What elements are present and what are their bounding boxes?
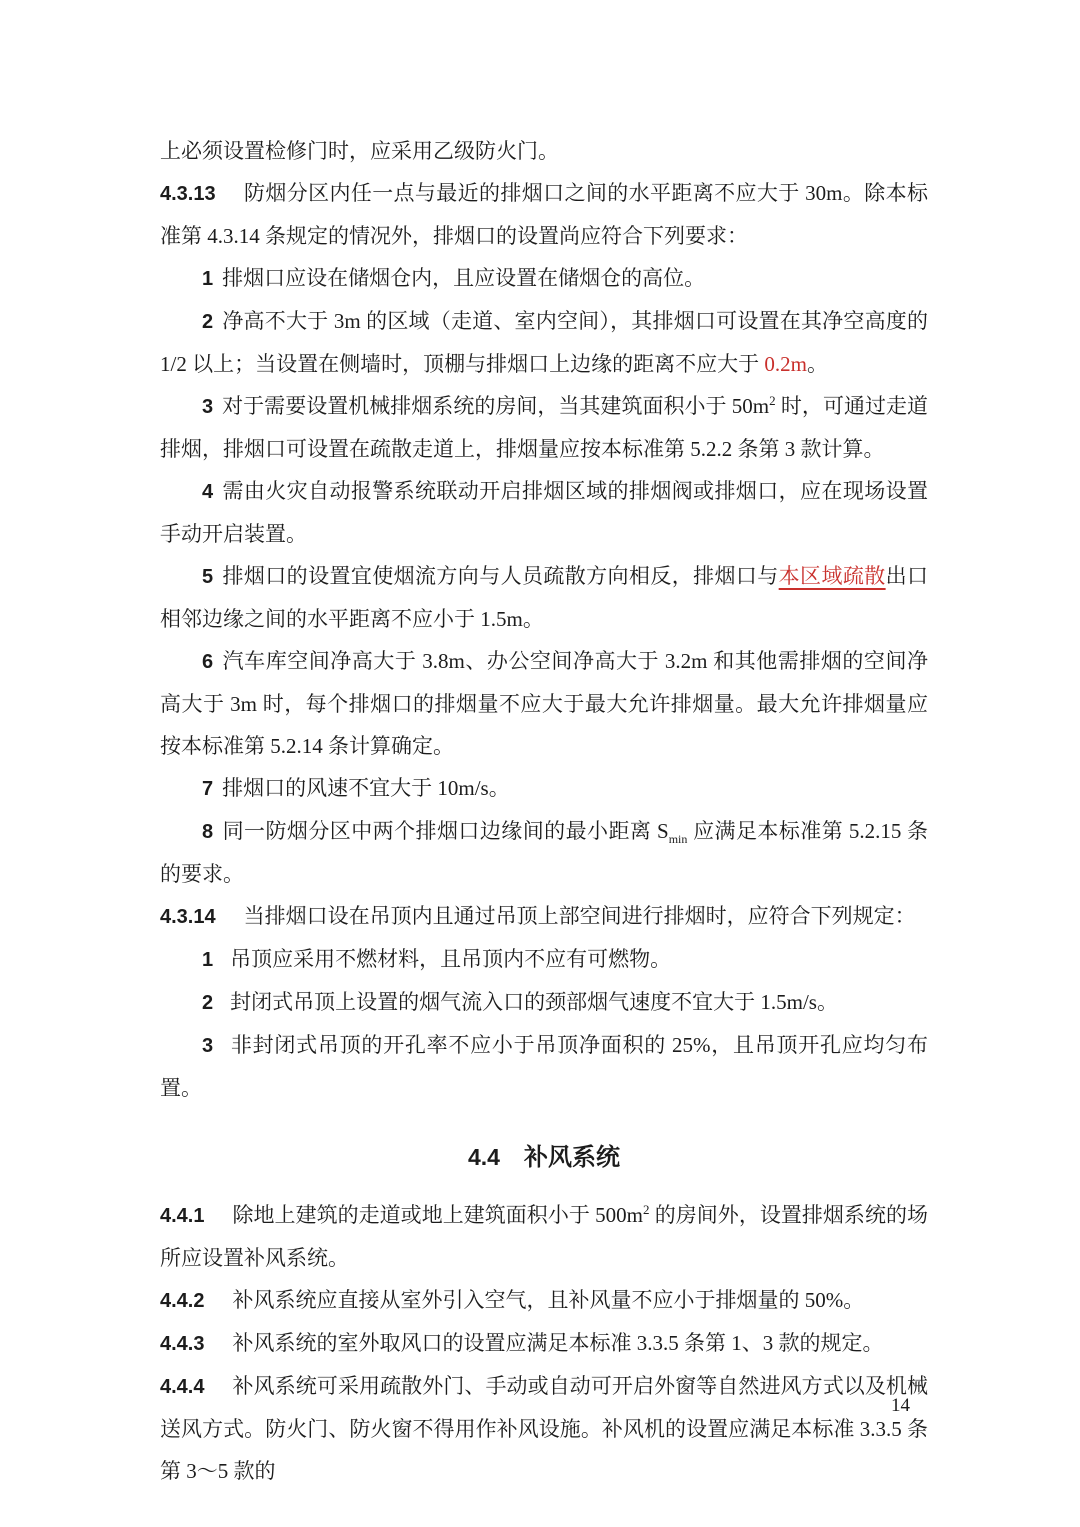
text-segment: 需由火灾自动报警系统联动开启排烟区域的排烟阀或排烟口，应在现场设置手动开启装置。 <box>160 479 928 546</box>
text-segment: 的房间外，设置排烟系统的场所应设置补风系统。 <box>160 1203 928 1270</box>
item-number: 2 <box>202 992 214 1014</box>
text-segment: 补风系统可采用疏散外门、手动或自动可开启外窗等自然进风方式以及机械送风方式。防火门、防火窗不得用作补风设施。补风机的设置应满足本标准 3.3.5 条第 3～5 款的 <box>160 1374 928 1483</box>
list-item <box>160 938 928 981</box>
list-item <box>160 640 928 767</box>
clause-paragraph <box>160 895 928 938</box>
text-segment: 排烟口的设置宜使烟流方向与人员疏散方向相反，排烟口与 <box>222 564 779 588</box>
revision-marked-text: 本区域疏散 <box>778 564 886 588</box>
item-number: 5 <box>202 566 214 588</box>
list-item <box>160 470 928 555</box>
text-segment: 上必须设置检修门时，应采用乙级防火门。 <box>160 139 559 163</box>
item-number: 2 <box>202 311 214 333</box>
clause-number: 4.4.3 <box>160 1333 205 1355</box>
clause-paragraph <box>160 1279 928 1322</box>
list-item <box>160 555 928 640</box>
item-number: 6 <box>202 651 214 673</box>
list-item <box>160 810 928 895</box>
clause-number: 4.4.1 <box>160 1205 205 1227</box>
text-segment: 排烟口的风速不宜大于 10m/s。 <box>222 776 510 800</box>
text-segment: 当排烟口设在吊顶内且通过吊顶上部空间进行排烟时，应符合下列规定： <box>243 904 916 928</box>
text-segment: 。 <box>806 352 828 376</box>
text-segment: 除地上建筑的走道或地上建筑面积小于 500m <box>232 1203 643 1227</box>
text-segment: 汽车库空间净高大于 3.8m、办公空间净高大于 3.2m 和其他需排烟的空间净高大于 3m 时，每个排烟口的排烟量不应大于最大允许排烟量。最大允许排烟量应按本标准第 5.2.14 条计算确定。 <box>160 649 928 758</box>
list-item <box>160 1024 928 1109</box>
item-number: 3 <box>202 1035 214 1057</box>
text-segment: 补风系统 <box>523 1145 620 1171</box>
text-segment: 对于需要设置机械排烟系统的房间，当其建筑面积小于 50m <box>222 394 770 418</box>
list-item <box>160 981 928 1024</box>
section-heading <box>160 1135 928 1180</box>
text-segment: 非封闭式吊顶的开孔率不应小于吊顶净面积的 25%，且吊顶开孔应均匀布置。 <box>160 1033 928 1100</box>
item-number: 7 <box>202 778 214 800</box>
text-segment: 补风系统应直接从室外引入空气，且补风量不应小于排烟量的 50%。 <box>232 1288 865 1312</box>
item-number: 1 <box>202 949 214 971</box>
clause-paragraph <box>160 1194 928 1279</box>
text-segment: 补风系统的室外取风口的设置应满足本标准 3.3.5 条第 1、3 款的规定。 <box>232 1331 884 1355</box>
list-item <box>160 385 928 470</box>
clause-number: 4.3.14 <box>160 906 216 928</box>
document-body <box>160 130 928 1492</box>
body-paragraph <box>160 130 928 172</box>
item-number: 4 <box>202 481 214 503</box>
heading-number: 4.4 <box>468 1144 500 1170</box>
text-segment: 吊顶应采用不燃材料，且吊顶内不应有可燃物。 <box>230 947 672 971</box>
text-segment: 时，可通过走道排烟，排烟口可设置在疏散走道上，排烟量应按本标准第 5.2.2 条第 3 款计算。 <box>160 394 929 461</box>
text-segment: 封闭式吊顶上设置的烟气流入口的颈部烟气速度不宜大于 1.5m/s。 <box>230 990 838 1014</box>
list-item <box>160 767 928 810</box>
text-segment: 净高不大于 3m 的区域（走道、室内空间），其排烟口可设置在其净空高度的 1/2 以上；当设置在侧墙时，顶棚与排烟口上边缘的距离不应大于 <box>160 309 928 376</box>
text-segment: 防烟分区内任一点与最近的排烟口之间的水平距离不应大于 30m。除本标准第 4.3.14 条规定的情况外，排烟口的设置尚应符合下列要求： <box>160 181 928 248</box>
clause-paragraph <box>160 172 928 257</box>
item-number: 3 <box>202 396 214 418</box>
subscript-text: min <box>668 832 688 847</box>
superscript-text: 2 <box>642 1202 650 1217</box>
list-item <box>160 300 928 385</box>
clause-number: 4.4.2 <box>160 1290 205 1312</box>
clause-number: 4.4.4 <box>160 1376 205 1398</box>
text-segment: 出口相邻边缘之间的水平距离不应小于 1.5m。 <box>160 564 929 631</box>
text-segment: 排烟口应设在储烟仓内，且应设置在储烟仓的高位。 <box>222 266 706 290</box>
clause-paragraph <box>160 1322 928 1365</box>
text-segment: 同一防烟分区中两个排烟口边缘间的最小距离 S <box>222 819 669 843</box>
item-number: 1 <box>202 268 214 290</box>
clause-number: 4.3.13 <box>160 183 216 205</box>
page-number: 14 <box>891 1395 910 1416</box>
text-segment: 应满足本标准第 5.2.15 条的要求。 <box>160 819 929 886</box>
superscript-text: 2 <box>769 393 776 408</box>
list-item <box>160 257 928 300</box>
item-number: 8 <box>202 821 214 843</box>
clause-paragraph <box>160 1365 928 1492</box>
revision-marked-text: 0.2m <box>764 352 807 376</box>
